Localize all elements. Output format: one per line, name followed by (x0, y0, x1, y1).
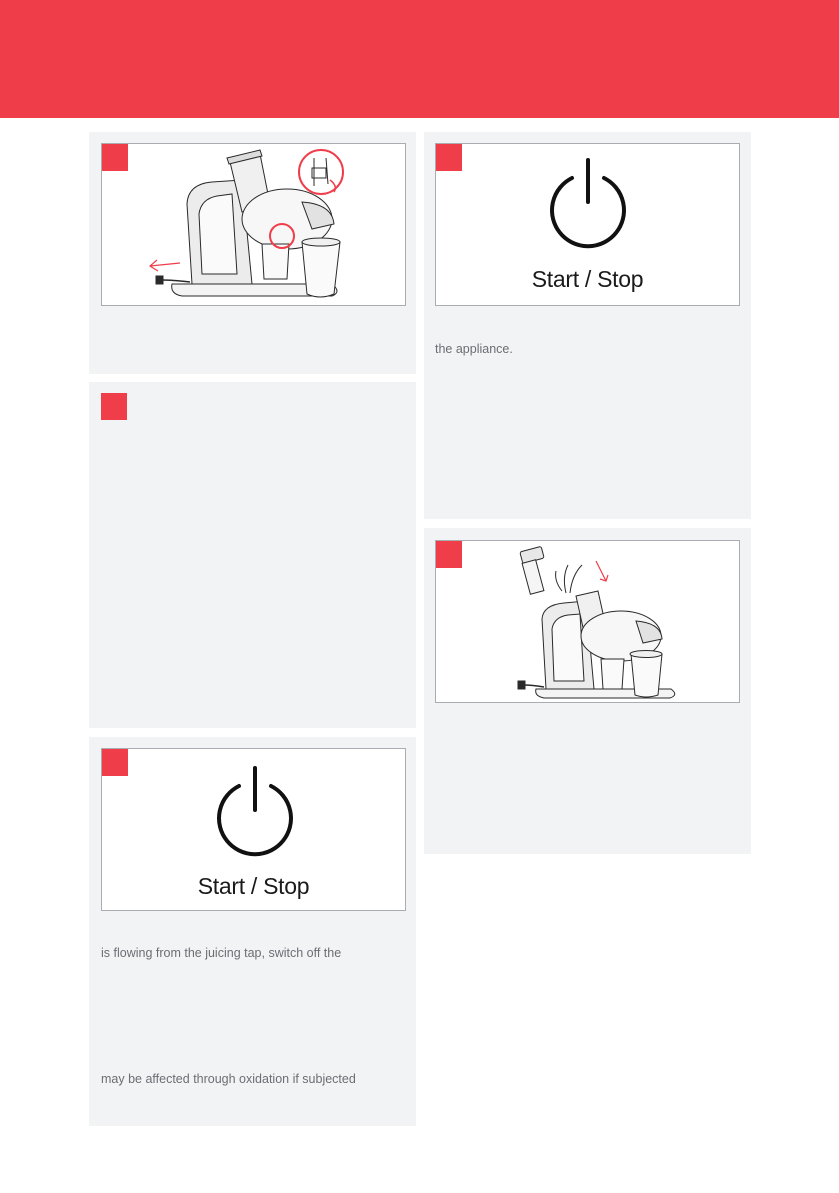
header-band (0, 0, 839, 118)
step-text-line: may be affected through oxidation if subjected (101, 1072, 356, 1086)
step-number-badge (102, 749, 128, 776)
step-text-line: the appliance. (435, 342, 513, 356)
power-icon (546, 156, 630, 246)
step-text-line: is flowing from the juicing tap, switch off the (101, 946, 342, 960)
power-icon (213, 764, 297, 854)
illustration-frame (435, 540, 740, 703)
step-number-badge (436, 144, 462, 171)
illustration-frame (101, 748, 406, 911)
start-stop-label: Start / Stop (531, 266, 644, 292)
start-stop-label: Start / Stop (197, 873, 310, 899)
illustration-frame (101, 143, 406, 306)
step-card-blank (89, 382, 416, 728)
juicer-unplug-illustration (102, 144, 407, 307)
juicer-feed-illustration (436, 541, 741, 704)
step-number-badge (101, 393, 127, 420)
step-card-stop-left (89, 737, 416, 1126)
step-card-unplug (89, 132, 416, 374)
illustration-frame (435, 143, 740, 306)
step-card-assemble (424, 528, 751, 854)
step-card-stop-right (424, 132, 751, 519)
